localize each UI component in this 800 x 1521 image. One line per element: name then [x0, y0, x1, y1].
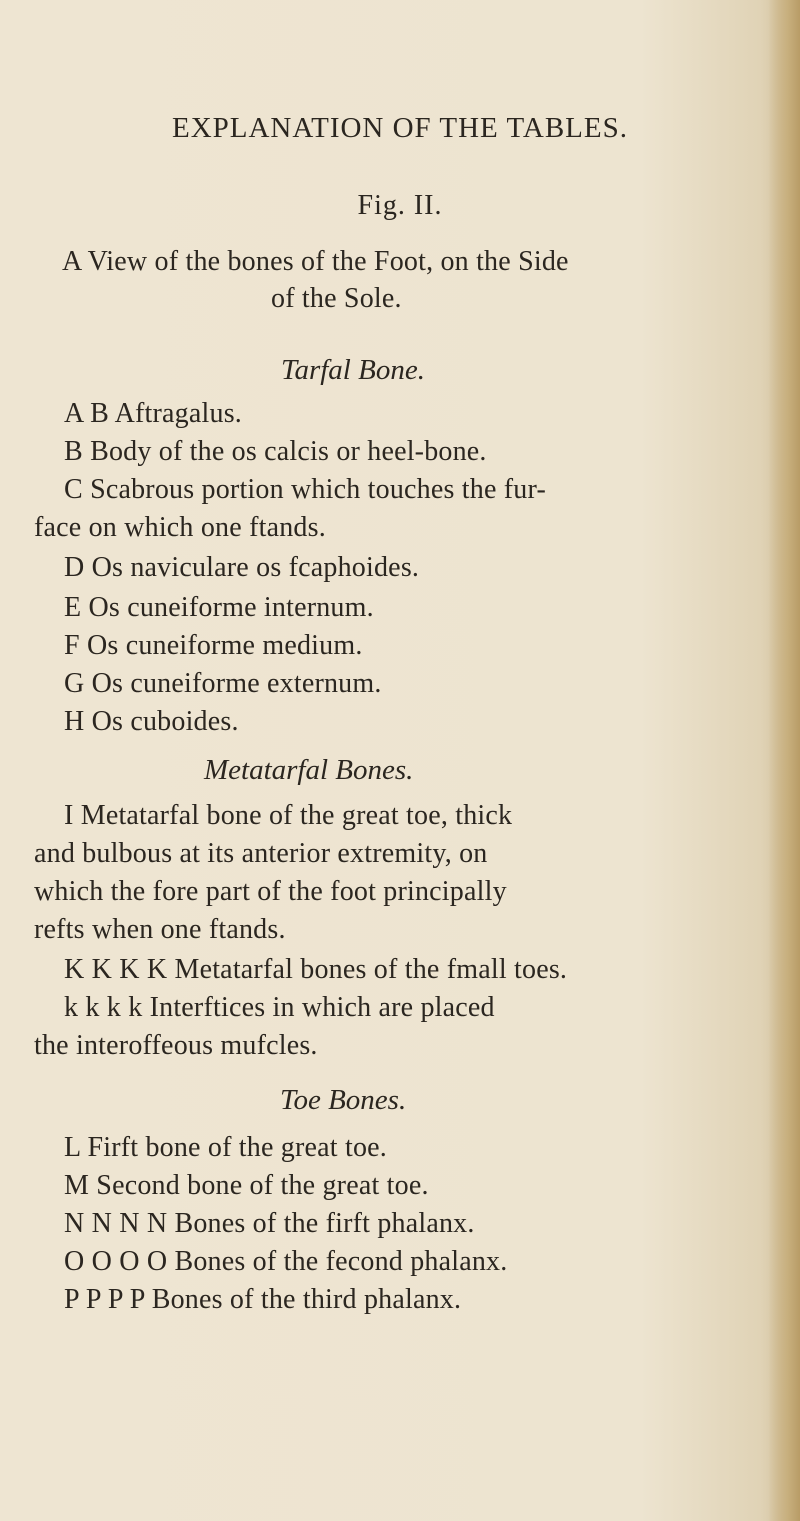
metatarsal-entry: I Metatarfal bone of the great toe, thick — [64, 800, 513, 831]
tarsal-entry: G Os cuneiforme externum. — [64, 668, 382, 699]
tarsal-entry: C Scabrous portion which touches the fur- — [64, 474, 546, 505]
metatarsal-entry: k k k k Interftices in which are placed — [64, 992, 495, 1023]
tarsal-entry: B Body of the os calcis or heel-bone. — [64, 436, 487, 467]
tarsal-entry: H Os cuboides. — [64, 706, 239, 737]
toe-entry: N N N N Bones of the firft phalanx. — [64, 1208, 475, 1239]
toe-entry: O O O O Bones of the fecond phalanx. — [64, 1246, 508, 1277]
page-edge-shadow — [768, 0, 800, 1521]
metatarsal-entry: K K K K Metatarfal bones of the fmall toes. — [64, 954, 568, 985]
tarsal-entry: E Os cuneiforme internum. — [64, 592, 374, 623]
section-heading-metatarsal: Metatarfal Bones. — [204, 754, 414, 786]
metatarsal-entry: the interoffeous mufcles. — [34, 1030, 318, 1061]
tarsal-entry: A B Aftragalus. — [64, 398, 242, 429]
toe-entry: L Firft bone of the great toe. — [64, 1132, 387, 1163]
tarsal-entry: F Os cuneiforme medium. — [64, 630, 363, 661]
metatarsal-entry: which the fore part of the foot principally — [34, 876, 507, 907]
caption-line-2: of the Sole. — [271, 283, 402, 314]
metatarsal-entry: refts when one ftands. — [34, 914, 286, 945]
section-heading-tarsal: Tarfal Bone. — [281, 354, 425, 386]
figure-label: Fig. II. — [357, 190, 443, 221]
caption-line-1: A View of the bones of the Foot, on the Side — [62, 246, 569, 277]
metatarsal-entry: and bulbous at its anterior extremity, on — [34, 838, 488, 869]
toe-entry: M Second bone of the great toe. — [64, 1170, 429, 1201]
toe-entry: P P P P Bones of the third phalanx. — [64, 1284, 462, 1315]
tarsal-entry: face on which one ftands. — [34, 512, 326, 543]
running-header: EXPLANATION OF THE TABLES. — [171, 112, 628, 144]
tarsal-entry: D Os naviculare os fcaphoides. — [64, 552, 420, 583]
section-heading-toe: Toe Bones. — [280, 1084, 407, 1116]
